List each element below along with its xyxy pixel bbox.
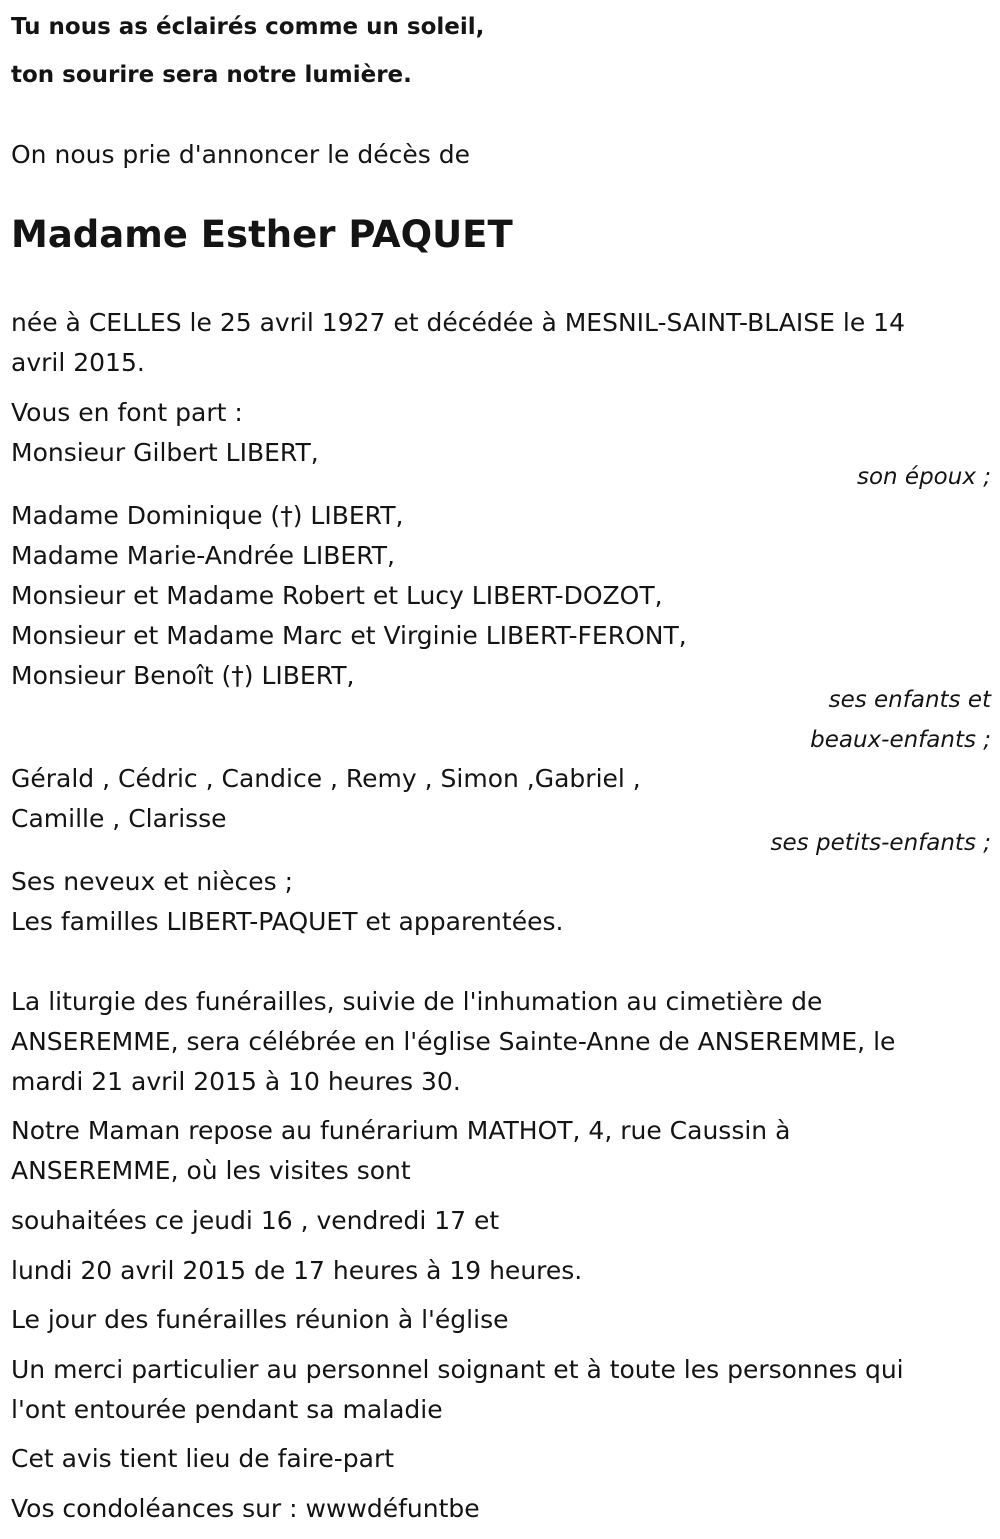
- related-families: Les familles LIBERT-PAQUET et apparentées.: [11, 907, 564, 936]
- nephews-nieces: Ses neveux et nièces ;: [11, 867, 294, 896]
- liturgy-line-3: mardi 21 avril 2015 à 10 heures 30.: [11, 1067, 461, 1096]
- announcement-text: On nous prie d'annoncer le décès de: [11, 140, 470, 169]
- children-role-line-2: beaux-enfants ;: [810, 727, 991, 753]
- epitaph-line-1: Tu nous as éclairés comme un soleil,: [11, 14, 485, 40]
- child-3: Monsieur et Madame Robert et Lucy LIBERT-DOZOT,: [11, 581, 663, 610]
- family-intro: Vous en font part :: [11, 398, 243, 427]
- deceased-name: Madame Esther PAQUET: [11, 213, 513, 256]
- rest-line-1: Notre Maman repose au funérarium MATHOT, 4, rue Caussin à: [11, 1116, 791, 1145]
- birth-death-line-1: née à CELLES le 25 avril 1927 et décédée à MESNIL-SAINT-BLAISE le 14: [11, 308, 905, 337]
- meeting-text: Le jour des funérailles réunion à l'église: [11, 1305, 509, 1334]
- visits-line-1: souhaitées ce jeudi 16 , vendredi 17 et: [11, 1206, 500, 1235]
- thanks-line-1: Un merci particulier au personnel soignant et à toute les personnes qui: [11, 1355, 904, 1384]
- children-role-line-1: ses enfants et: [828, 687, 991, 713]
- rest-line-2: ANSEREMME, où les visites sont: [11, 1156, 411, 1185]
- birth-death-line-2: avril 2015.: [11, 348, 145, 377]
- child-5: Monsieur Benoît (†) LIBERT,: [11, 661, 355, 690]
- grandchildren-line-2: Camille , Clarisse: [11, 804, 227, 833]
- spouse-role: son époux ;: [856, 464, 991, 490]
- liturgy-line-2: ANSEREMME, sera célébrée en l'église Sainte-Anne de ANSEREMME, le: [11, 1027, 896, 1056]
- condolences-text: Vos condoléances sur : wwwdéfuntbe: [11, 1494, 480, 1523]
- grandchildren-role: ses petits-enfants ;: [770, 830, 991, 856]
- notice-text: Cet avis tient lieu de faire-part: [11, 1444, 395, 1473]
- liturgy-line-1: La liturgie des funérailles, suivie de l'inhumation au cimetière de: [11, 987, 823, 1016]
- thanks-line-2: l'ont entourée pendant sa maladie: [11, 1395, 443, 1424]
- visits-line-2: lundi 20 avril 2015 de 17 heures à 19 heures.: [11, 1256, 583, 1285]
- child-1: Madame Dominique (†) LIBERT,: [11, 501, 404, 530]
- grandchildren-line-1: Gérald , Cédric , Candice , Remy , Simon ,Gabriel ,: [11, 764, 641, 793]
- spouse-name: Monsieur Gilbert LIBERT,: [11, 438, 319, 467]
- child-4: Monsieur et Madame Marc et Virginie LIBERT-FERONT,: [11, 621, 687, 650]
- epitaph-line-2: ton sourire sera notre lumière.: [11, 62, 412, 88]
- child-2: Madame Marie-Andrée LIBERT,: [11, 541, 395, 570]
